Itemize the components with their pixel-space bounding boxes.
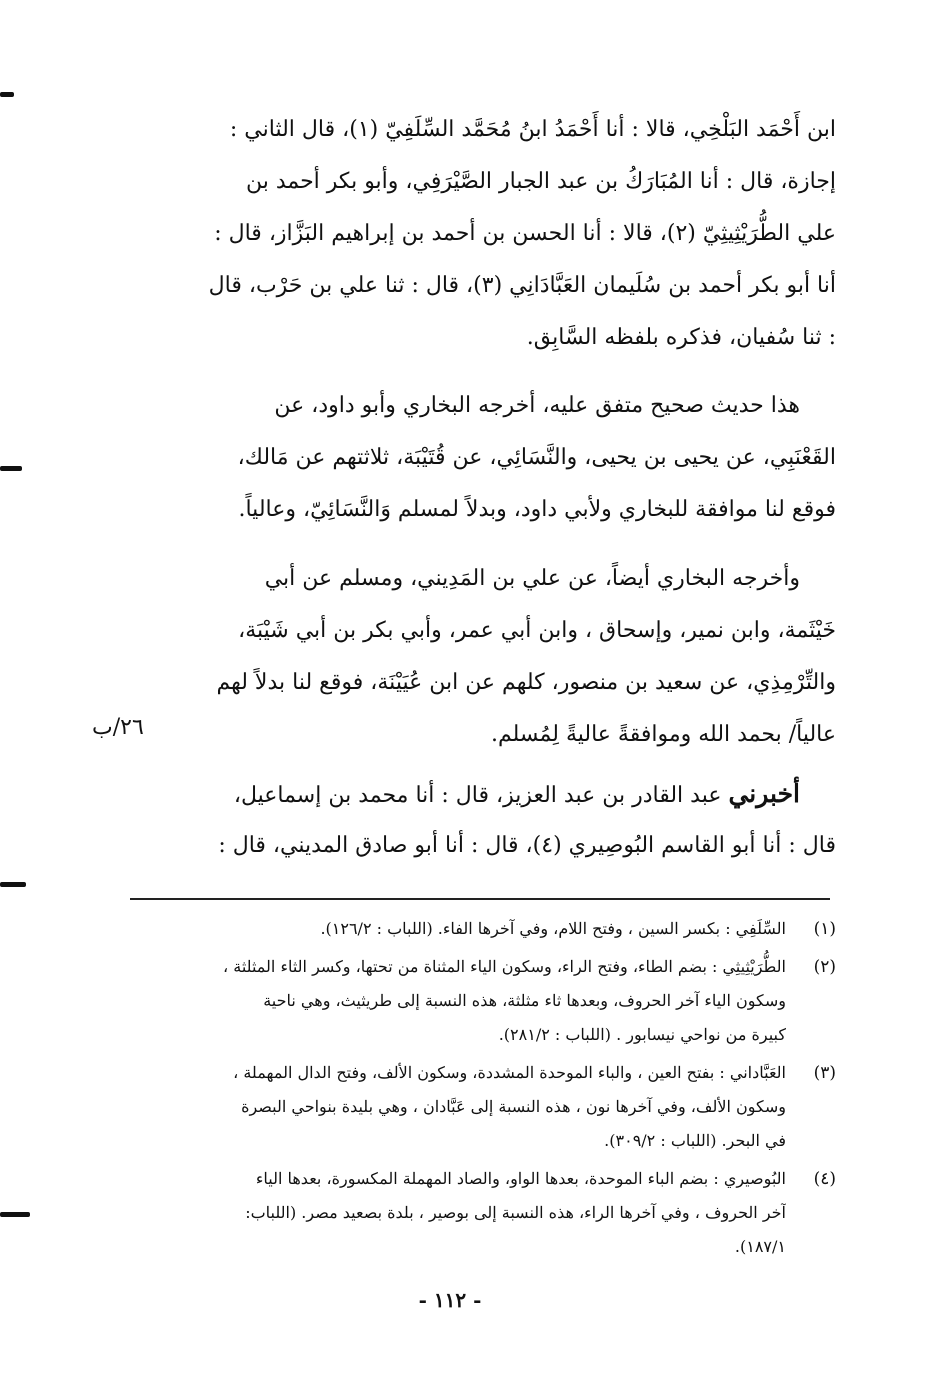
text-line: إجازة، قال : أنا المُبَارَكُ بن عبد الجبار الصَّيْرَفِي، وأبو بكر أحمد بن — [245, 169, 836, 194]
text-line: عالياً/ بحمد الله وموافقةً عاليةً لِمُسلم. — [491, 722, 836, 747]
scan-edge-mark — [0, 1212, 30, 1217]
footnote-number: (٢) — [813, 957, 836, 977]
footnote-text — [118, 1056, 786, 1158]
scan-edge-mark — [0, 882, 26, 887]
text-line: فوقع لنا موافقة للبخاري ولأبي داود، وبدلاً لمسلم وَالنَّسَائِيّ، وعالياً. — [238, 497, 836, 522]
lead-word: أخبرني — [728, 779, 800, 808]
footnote-2 — [118, 950, 836, 1052]
paragraph-2 — [118, 380, 836, 536]
footnote-line: كبيرة من نواحي نيسابور . (اللباب : ٢٨١/٢). — [498, 1025, 786, 1044]
footnote-line: ١٨٧/١). — [734, 1237, 786, 1256]
footnote-number: (١) — [813, 919, 836, 939]
text-line: وأخرجه البخاري أيضاً، عن علي بن المَدِيني، ومسلم عن أبي — [264, 566, 800, 591]
footnote-text — [118, 912, 786, 946]
text-line: : ثنا سُفيان، فذكره بلفظه السَّابِق. — [526, 325, 836, 350]
footnote-divider — [130, 898, 830, 900]
text-line: خَيْثَمة، وابن نمير، وإسحاق ، وابن أبي عمر، وأبي بكر بن أبي شَيْبَة، — [238, 618, 836, 643]
footnote-text — [118, 1162, 786, 1264]
footnote-1 — [118, 912, 836, 946]
page-number: - ١١٢ - — [418, 1288, 482, 1312]
text-line: قال : أنا أبو القاسم البُوصِيري (٤)، قال : أنا أبو صادق المديني، قال : — [218, 833, 836, 858]
footnote-text — [118, 950, 786, 1052]
margin-folio-note: ٢٦/ب — [92, 715, 144, 740]
footnote-line: في البحر. (اللباب : ٣٠٩/٢). — [604, 1131, 786, 1150]
footnote-number: (٣) — [813, 1063, 836, 1083]
text-line-rest: عبد القادر بن عبد العزيز، قال : أنا محمد بن إسماعيل، — [233, 783, 729, 808]
paragraph-3 — [118, 553, 836, 761]
footnote-4 — [118, 1162, 836, 1264]
footnote-line: وسكون الألف، وفي آخرها نون ، هذه النسبة إلى عَبَّادان ، وهي بليدة بنواحي البصرة — [241, 1097, 786, 1116]
scan-edge-mark — [0, 92, 14, 97]
text-line: ابن أَحْمَد البَلْخِي، قالا : أنا أَحْمَدُ ابنُ مُحَمَّد السِّلَفِيّ (١)، قال الثاني : — [229, 117, 836, 142]
footnote-number: (٤) — [813, 1169, 836, 1189]
footnote-line: وسكون الياء آخر الحروف، وبعدها ثاء مثلثة، هذه النسبة إلى طريثيث، وهي ناحية — [263, 991, 786, 1010]
footnote-line: السِّلَفِي : بكسر السين ، وفتح اللام، وفي آخرها الفاء. (اللباب : ١٢٦/٢). — [320, 919, 786, 938]
text-line: والتِّرْمِذِي، عن سعيد بن منصور، كلهم عن ابن عُيَيْنَة، فوقع لنا بدلاً لهم — [216, 670, 836, 695]
text-line: هذا حديث صحيح متفق عليه، أخرجه البخاري وأبو داود، عن — [274, 393, 800, 418]
footnote-line: آخر الحروف ، وفي آخرها الراء، هذه النسبة إلى بوصير ، بلدة بصعيد مصر. (اللباب: — [245, 1203, 786, 1222]
scan-edge-mark — [0, 466, 22, 471]
footnote-line: الطُّرَيْثِيثِي : بضم الطاء، وفتح الراء، وسكون الياء المثناة من تحتها، وكسر الثاء المثلثة ، — [223, 957, 786, 976]
footnotes — [118, 912, 836, 1268]
paragraph-4 — [118, 768, 836, 872]
text-line: أنا أبو بكر أحمد بن سُلَيمان العَبَّادَانِي (٣)، قال : ثنا علي بن حَرْب، قال — [208, 273, 836, 298]
footnote-3 — [118, 1056, 836, 1158]
footnote-line: البُوصيري : بضم الباء الموحدة، بعدها الواو، والصاد المهملة المكسورة، بعدها الياء — [255, 1169, 786, 1188]
footnote-line: العَبَّاداني : بفتح العين ، والباء الموحدة المشددة، وسكون الألف، وفتح الدال المهملة ، — [233, 1063, 786, 1082]
text-line: علي الطُّرَيْثِيثِيّ (٢)، قالا : أنا الحسن بن أحمد بن إبراهيم البَزَّاز، قال : — [214, 221, 836, 246]
paragraph-1 — [118, 104, 836, 364]
text-line: القَعْنَبِي، عن يحيى بن يحيى، والنَّسَائِي، عن قُتَيْبَة، ثلاثتهم عن مَالك، — [237, 445, 836, 470]
text-line — [118, 768, 836, 820]
